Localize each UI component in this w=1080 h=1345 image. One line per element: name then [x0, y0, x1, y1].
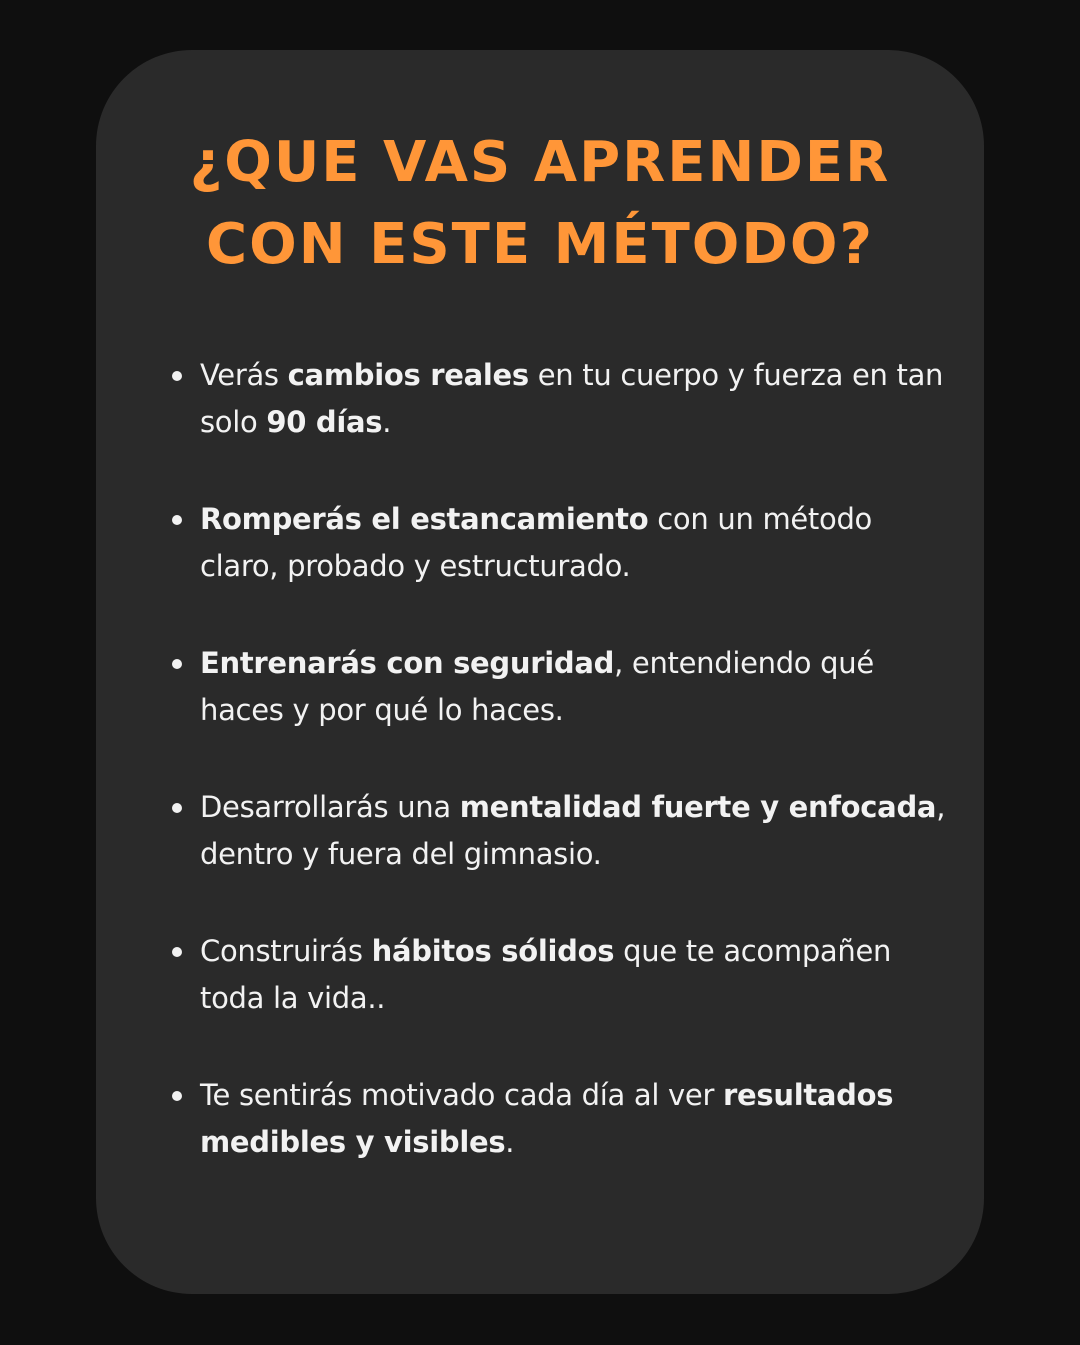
item-text-normal: Construirás [200, 934, 372, 968]
title-line-1: ¿QUE VAS APRENDER [189, 130, 891, 195]
item-text-normal: . [505, 1125, 515, 1159]
item-text-normal: . [382, 405, 392, 439]
title-line-2: CON ESTE MÉTODO? [206, 212, 874, 277]
item-text-normal: en tu cuerpo y fuerza en tan solo [200, 358, 944, 439]
item-text-bold: cambios reales [287, 358, 529, 392]
bullet-icon [172, 803, 182, 813]
list-item [168, 1072, 958, 1166]
item-text-bold: Romperás el estancamiento [200, 502, 649, 536]
page-title [0, 122, 1080, 286]
item-text-bold: resultados medibles y visibles [200, 1078, 894, 1159]
item-text-normal: Verás [200, 358, 288, 392]
list-item [168, 784, 958, 878]
benefits-list [168, 352, 958, 1216]
bullet-icon [172, 947, 182, 957]
item-text-normal: que te acompañen toda la vida.. [200, 934, 892, 1015]
bullet-icon [172, 659, 182, 669]
bullet-icon [172, 1091, 182, 1101]
list-item [168, 496, 958, 590]
list-item [168, 640, 958, 734]
item-text-bold: hábitos sólidos [371, 934, 615, 968]
item-text-bold: 90 días [266, 405, 383, 439]
item-text-normal: Desarrollarás una [200, 790, 460, 824]
item-text-normal: , dentro y fuera del gimnasio. [200, 790, 946, 871]
bullet-icon [172, 371, 182, 381]
item-text-normal: con un método claro, probado y estructurado. [200, 502, 872, 583]
item-text-bold: mentalidad fuerte y enfocada [459, 790, 937, 824]
list-item [168, 352, 958, 446]
item-text-normal: , entendiendo qué haces y por qué lo haces. [200, 646, 874, 727]
bullet-icon [172, 515, 182, 525]
item-text-normal: Te sentirás motivado cada día al ver [200, 1078, 724, 1112]
item-text-bold: Entrenarás con seguridad [200, 646, 615, 680]
list-item [168, 928, 958, 1022]
